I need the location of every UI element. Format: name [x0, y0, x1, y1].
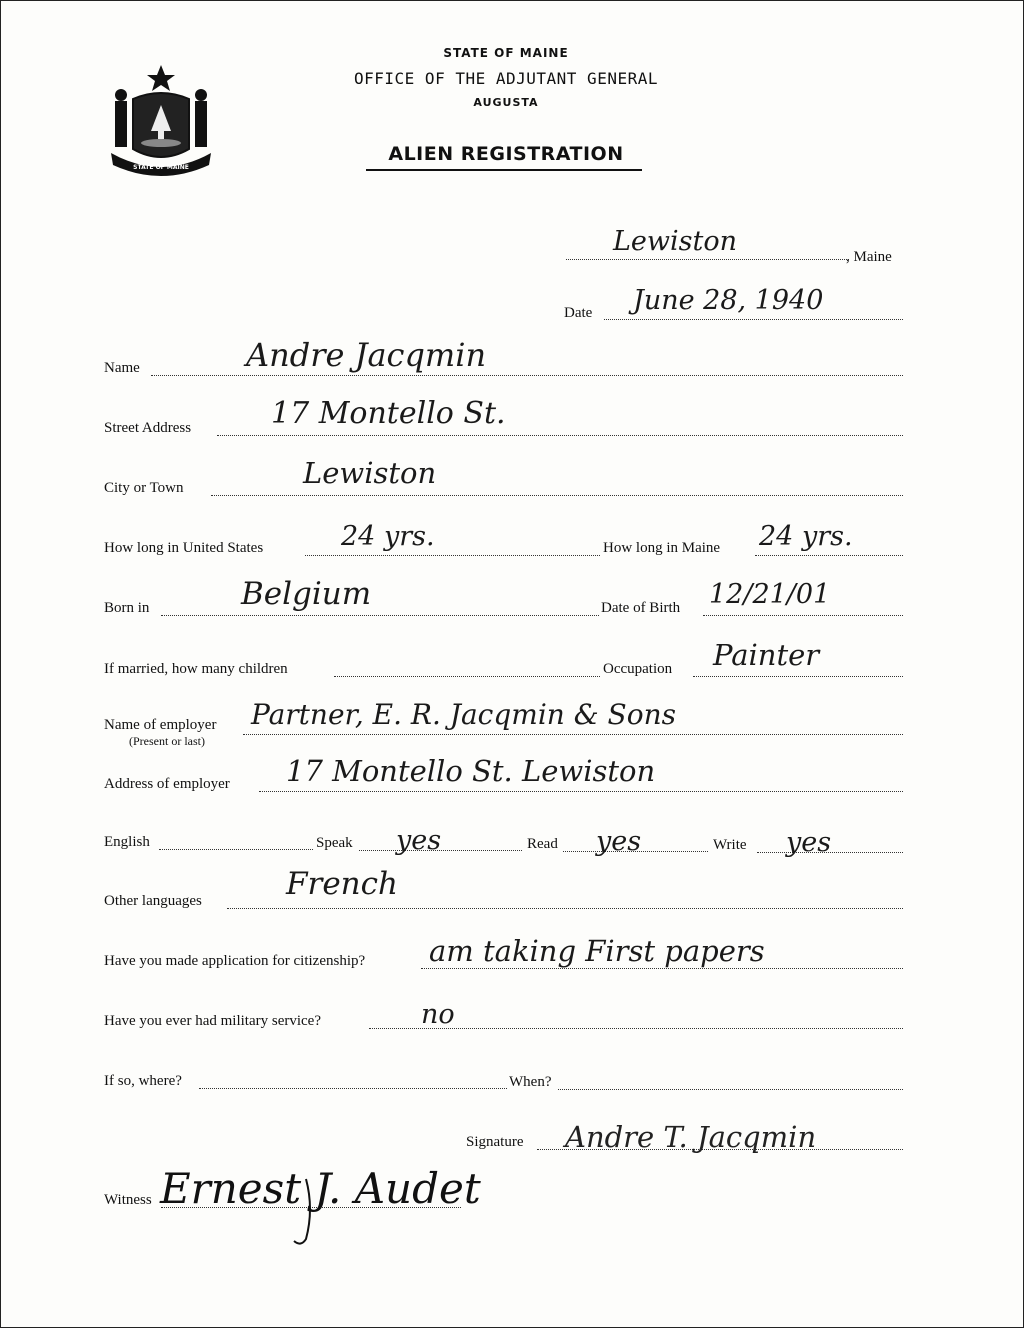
where-line [199, 1088, 507, 1089]
speak-value: yes [396, 825, 442, 856]
city-heading: AUGUSTA [473, 96, 539, 109]
witness-signature-text: Ernest J. Audet [160, 1164, 481, 1213]
date-of-birth-value: 12/21/01 [709, 579, 831, 610]
write-value: yes [786, 827, 832, 858]
date-of-birth-line [703, 615, 903, 616]
citizenship-line [421, 968, 903, 969]
employer-address-label: Address of employer [104, 776, 230, 792]
city-line [211, 495, 903, 496]
date-value: June 28, 1940 [633, 285, 824, 316]
military-label: Have you ever had military service? [104, 1013, 321, 1029]
date-line [604, 319, 903, 320]
date-label: Date [564, 305, 593, 321]
children-label: If married, how many children [104, 661, 288, 677]
employer-address-value: 17 Montello St. Lewiston [286, 754, 656, 788]
signature-label: Signature [466, 1134, 524, 1150]
us-duration-label: How long in United States [104, 540, 264, 556]
citizenship-value: am taking First papers [429, 934, 765, 968]
name-value: Andre Jacqmin [246, 336, 487, 374]
state-heading: STATE OF MAINE [443, 46, 569, 60]
street-address-label: Street Address [104, 420, 192, 436]
employer-value: Partner, E. R. Jacqmin & Sons [251, 698, 676, 731]
english-line [159, 849, 313, 850]
us-duration-value: 24 yrs. [341, 521, 435, 552]
speak-label: Speak [316, 835, 353, 851]
military-value: no [421, 999, 455, 1030]
read-label: Read [527, 836, 558, 852]
english-label: English [104, 834, 150, 850]
where-label: If so, where? [104, 1073, 182, 1089]
street-address-line [217, 435, 903, 436]
employer-sublabel: (Present or last) [129, 734, 205, 748]
children-line [334, 676, 600, 677]
applicant-signature-text: Andre T. Jacqmin [565, 1120, 817, 1154]
employer-line [243, 734, 903, 735]
state-seal-icon [105, 61, 217, 179]
location-suffix: , Maine [846, 249, 892, 265]
office-heading: OFFICE OF THE ADJUTANT GENERAL [354, 69, 658, 88]
maine-duration-line [755, 555, 903, 556]
when-label: When? [509, 1074, 552, 1090]
read-value: yes [596, 826, 642, 857]
title-underline [366, 169, 642, 171]
citizenship-label: Have you made application for citizenship? [104, 953, 366, 969]
applicant-signature [561, 1111, 901, 1181]
born-in-value: Belgium [241, 576, 372, 612]
location-value: Lewiston [613, 226, 738, 257]
born-in-line [161, 615, 599, 616]
seal-banner-text: STATE OF MAINE [133, 164, 189, 171]
occupation-label: Occupation [603, 661, 673, 677]
name-line [151, 375, 903, 376]
occupation-value: Painter [713, 638, 820, 672]
employer-label: Name of employer [104, 717, 217, 733]
other-languages-line [227, 908, 903, 909]
city-value: Lewiston [303, 456, 437, 490]
street-address-value: 17 Montello St. [271, 396, 506, 431]
born-in-label: Born in [104, 600, 150, 616]
city-label: City or Town [104, 480, 184, 496]
form-title: ALIEN REGISTRATION [388, 143, 624, 165]
write-label: Write [713, 837, 747, 853]
other-languages-label: Other languages [104, 893, 202, 909]
maine-duration-value: 24 yrs. [759, 521, 853, 552]
name-label: Name [104, 360, 140, 376]
employer-address-line [259, 791, 903, 792]
location-line [566, 259, 849, 260]
witness-label: Witness [104, 1192, 152, 1208]
when-line [558, 1089, 903, 1090]
occupation-line [693, 676, 903, 677]
other-languages-value: French [286, 866, 398, 902]
maine-duration-label: How long in Maine [603, 540, 721, 556]
date-of-birth-label: Date of Birth [601, 600, 681, 616]
us-duration-line [305, 555, 600, 556]
witness-signature [156, 1139, 516, 1249]
